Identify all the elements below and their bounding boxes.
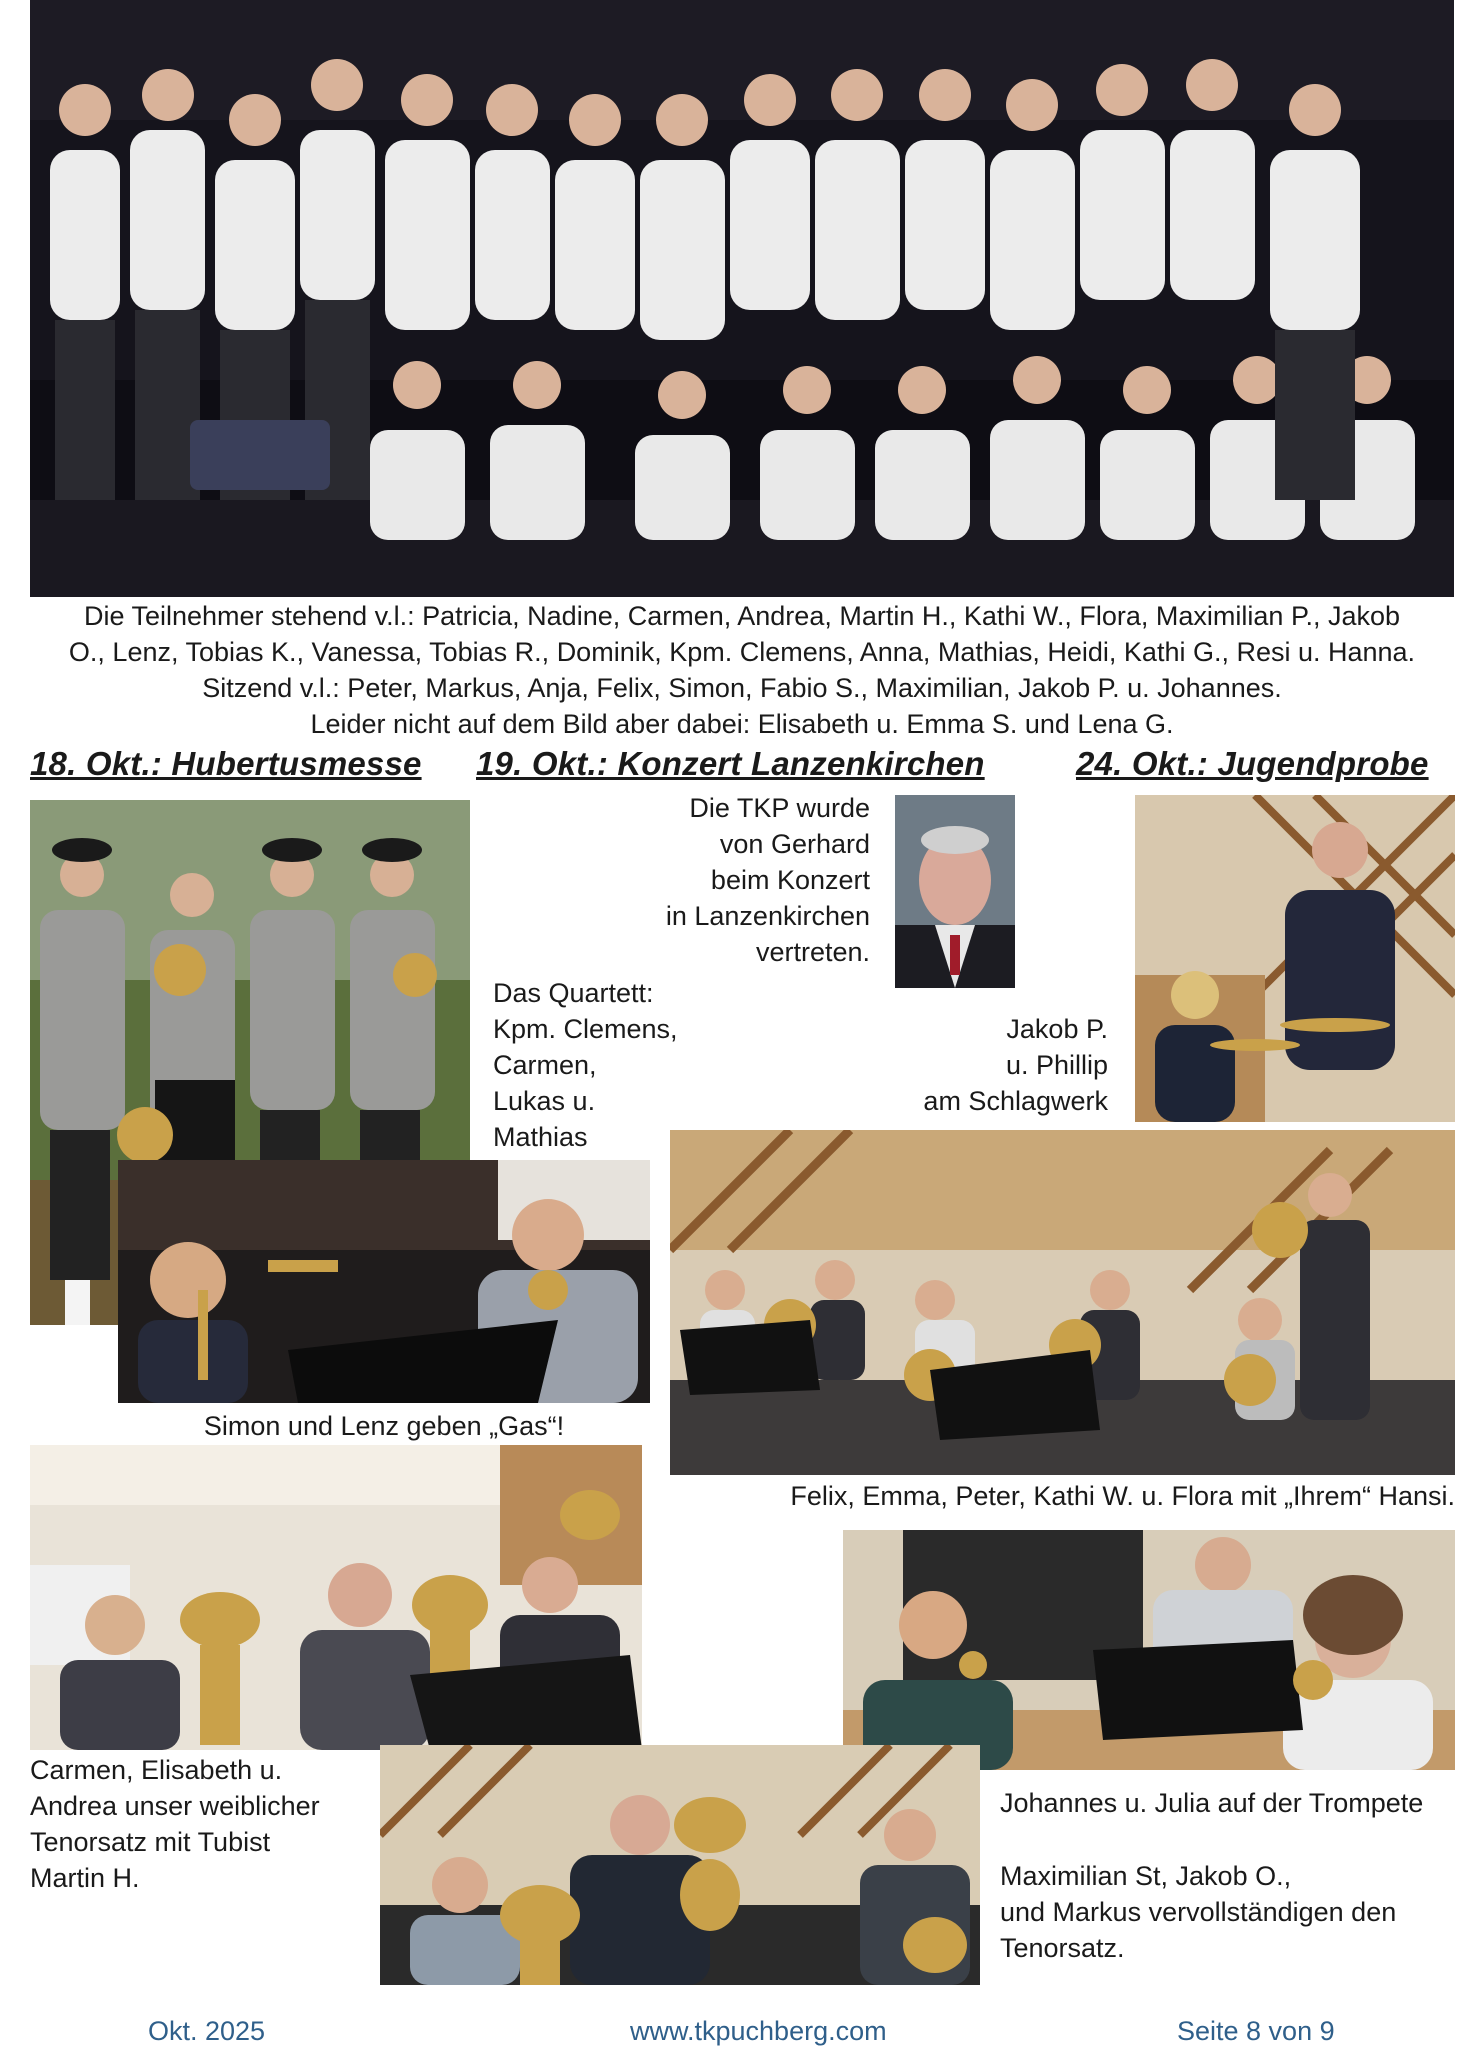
maximilian-caption-line: Maximilian St, Jakob O.,: [1000, 1861, 1292, 1891]
gerhard-portrait-photo: [895, 795, 1015, 988]
caption-line: O., Lenz, Tobias K., Vanessa, Tobias R., Dominik, Kpm. Clemens, Anna, Mathias, Heidi, Kathi G., Resi u. Hanna.: [68, 637, 1416, 667]
jakob-text: [880, 1011, 1108, 1119]
caption-line: Die Teilnehmer stehend v.l.: Patricia, Nadine, Carmen, Andrea, Martin H., Kathi W., Flora, Maximilian P., Jakob: [83, 601, 1401, 631]
tkp-text-line: von Gerhard: [719, 829, 870, 859]
jakob-line: u. Phillip: [1005, 1050, 1108, 1080]
group-photo-caption: [30, 598, 1454, 742]
maximilian-caption: [1000, 1858, 1396, 1966]
footer-page-number: Seite 8 von 9: [1177, 2016, 1335, 2046]
horn-group-photo: [670, 1130, 1455, 1475]
carmen-caption-line: Tenorsatz mit Tubist: [30, 1827, 271, 1857]
maximilian-caption-line: und Markus vervollständigen den: [1000, 1897, 1397, 1927]
tenor-women-photo: [30, 1445, 642, 1750]
quartett-text: [493, 975, 678, 1155]
johannes-caption: Johannes u. Julia auf der Trompete: [1000, 1788, 1424, 1818]
jakob-line: Jakob P.: [1006, 1014, 1108, 1044]
footer-url[interactable]: [630, 2016, 887, 2047]
carmen-caption: [30, 1752, 320, 1896]
heading-jugendprobe: 24. Okt.: Jugendprobe: [1076, 745, 1429, 782]
tkp-text: [560, 790, 870, 970]
heading-hubertusmesse: 18. Okt.: Hubertusmesse: [30, 745, 422, 782]
heading-konzert-lanzenkirchen: 19. Okt.: Konzert Lanzenkirchen: [476, 745, 985, 782]
carmen-caption-line: Carmen, Elisabeth u.: [30, 1755, 283, 1785]
caption-line: Leider nicht auf dem Bild aber dabei: Elisabeth u. Emma S. und Lena G.: [310, 709, 1174, 739]
tkp-text-line: beim Konzert: [710, 865, 870, 895]
tkp-text-line: Die TKP wurde: [689, 793, 870, 823]
drummer-photo: [1135, 795, 1455, 1122]
footer-url-link[interactable]: www.tkpuchberg.com: [630, 2016, 887, 2046]
quartett-line: Das Quartett:: [493, 978, 654, 1008]
simon-lenz-caption: Simon und Lenz geben „Gas“!: [203, 1411, 565, 1441]
quartett-line: Lukas u.: [493, 1086, 596, 1116]
felix-caption: Felix, Emma, Peter, Kathi W. u. Flora mit „Ihrem“ Hansi.: [790, 1481, 1455, 1511]
caption-line: Sitzend v.l.: Peter, Markus, Anja, Felix, Simon, Fabio S., Maximilian, Jakob P. u. Johannes.: [202, 673, 1282, 703]
quartett-line: Mathias: [493, 1122, 588, 1152]
quartett-line: Kpm. Clemens,: [493, 1014, 678, 1044]
trumpet-photo: [843, 1530, 1455, 1770]
simon-lenz-photo: [118, 1160, 650, 1403]
tenor-boys-photo: [380, 1745, 980, 1985]
tkp-text-line: in Lanzenkirchen: [665, 901, 870, 931]
jakob-line: am Schlagwerk: [923, 1086, 1108, 1116]
maximilian-caption-line: Tenorsatz.: [1000, 1933, 1125, 1963]
quartett-line: Carmen,: [493, 1050, 597, 1080]
group-photo: [30, 0, 1454, 597]
footer-date: Okt. 2025: [148, 2016, 266, 2046]
carmen-caption-line: Andrea unser weiblicher: [30, 1791, 320, 1821]
tkp-text-line: vertreten.: [755, 937, 870, 967]
carmen-caption-line: Martin H.: [30, 1863, 140, 1893]
